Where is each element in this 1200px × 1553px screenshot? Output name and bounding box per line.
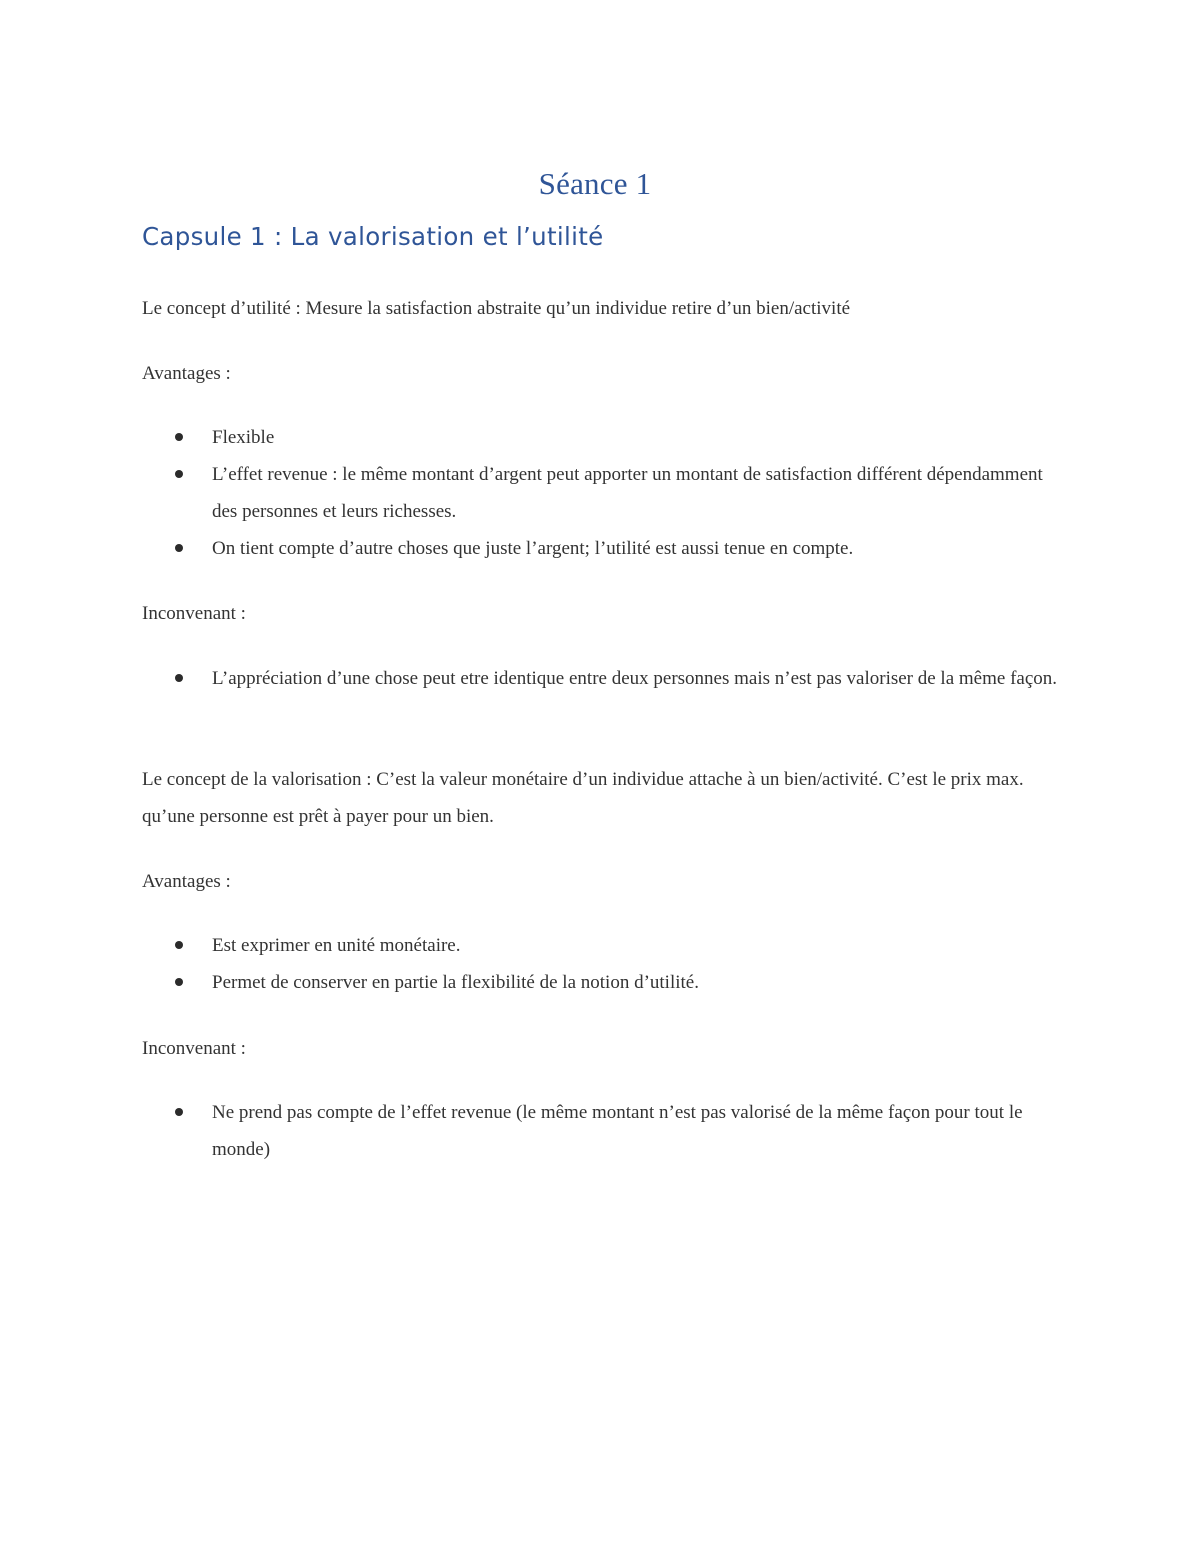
list-item: [142, 419, 1072, 456]
list-item-text: L’appréciation d’une chose peut etre identique entre deux personnes mais n’est pas valoriser de la même façon.: [212, 668, 1058, 689]
list-item: [142, 456, 1072, 530]
bullet-icon: [175, 433, 183, 441]
bullet-icon: [175, 978, 183, 986]
valuation-advantages-label: Avantages :: [142, 871, 231, 892]
valuation-drawbacks-label: Inconvenant :: [142, 1038, 246, 1059]
bullet-icon: [175, 544, 183, 552]
valuation-advantages-list: [142, 927, 1072, 1001]
utility-drawbacks-label: Inconvenant :: [142, 603, 246, 624]
list-item: [142, 1094, 1072, 1168]
bullet-icon: [175, 941, 183, 949]
bullet-icon: [175, 674, 183, 682]
valuation-definition: Le concept de la valorisation : C’est la valeur monétaire d’un individue attache à un bien/activité. C’est le prix max. qu’une personne est prêt à payer pour un bien.: [142, 769, 1024, 827]
valuation-drawbacks-list: [142, 1094, 1072, 1168]
utility-advantages-label: Avantages :: [142, 363, 231, 384]
utility-drawbacks-list: [142, 660, 1072, 697]
list-item-text: Est exprimer en unité monétaire.: [212, 935, 461, 956]
list-item-text: Flexible: [212, 427, 275, 448]
list-item: [142, 660, 1072, 697]
bullet-icon: [175, 1108, 183, 1116]
list-item-text: On tient compte d’autre choses que juste l’argent; l’utilité est aussi tenue en compte.: [212, 538, 854, 559]
list-item-text: L’effet revenue : le même montant d’argent peut apporter un montant de satisfaction différent dépendamment des personnes et leurs richesses.: [212, 464, 1043, 522]
utility-advantages-list: [142, 419, 1072, 567]
utility-definition: Le concept d’utilité : Mesure la satisfaction abstraite qu’un individue retire d’un bien/activité: [142, 298, 851, 319]
section-heading: Capsule 1 : La valorisation et l’utilité: [142, 222, 604, 251]
list-item: [142, 927, 1072, 964]
list-item-text: Permet de conserver en partie la flexibilité de la notion d’utilité.: [212, 972, 699, 993]
list-item-text: Ne prend pas compte de l’effet revenue (le même montant n’est pas valorisé de la même façon pour tout le monde): [212, 1102, 1023, 1160]
list-item: [142, 530, 1072, 567]
page-title: Séance 1: [538, 166, 652, 201]
list-item: [142, 964, 1072, 1001]
bullet-icon: [175, 470, 183, 478]
